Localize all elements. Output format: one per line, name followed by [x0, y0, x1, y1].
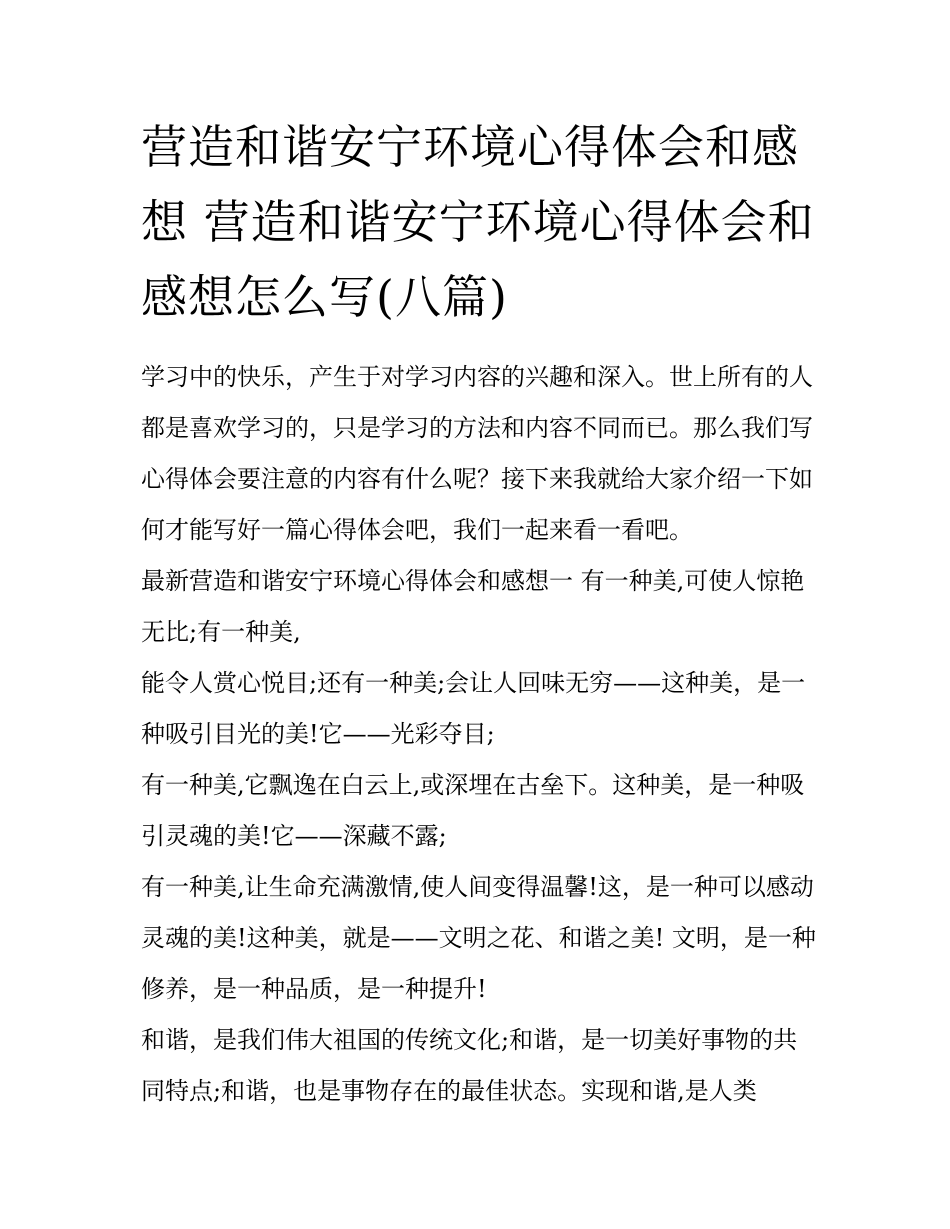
paragraph: 最新营造和谐安宁环境心得体会和感想一 有一种美,可使人惊艳无比;有一种美,	[141, 567, 805, 646]
paragraph: 有一种美,它飘逸在白云上,或深埋在古垒下。这种美，是一种吸引灵魂的美!它——深藏不露;	[141, 771, 805, 850]
paragraph: 和谐，是我们伟大祖国的传统文化;和谐，是一切美好事物的共同特点;和谐，也是事物存在的最佳状态。实现和谐,是人类	[141, 1026, 798, 1105]
paragraph: 学习中的快乐，产生于对学习内容的兴趣和深入。世上所有的人都是喜欢学习的，只是学习的方法和内容不同而已。那么我们写心得体会要注意的内容有什么呢？接下来我就给大家介绍一下如何才能写好一篇心得体会吧，我们一起来看一看吧。	[141, 363, 813, 544]
document-body	[141, 352, 821, 1117]
document-title: 营造和谐安宁环境心得体会和感想 营造和谐安宁环境心得体会和感想怎么写(八篇)	[141, 120, 815, 324]
paragraph: 有一种美,让生命充满激情,使人间变得温馨!这，是一种可以感动灵魂的美!这种美，就是——文明之花、和谐之美! 文明，是一种修养，是一种品质，是一种提升!	[141, 873, 816, 1003]
paragraph: 能令人赏心悦目;还有一种美;会让人回味无穷——这种美，是一种吸引目光的美!它——光彩夺目;	[141, 669, 806, 748]
